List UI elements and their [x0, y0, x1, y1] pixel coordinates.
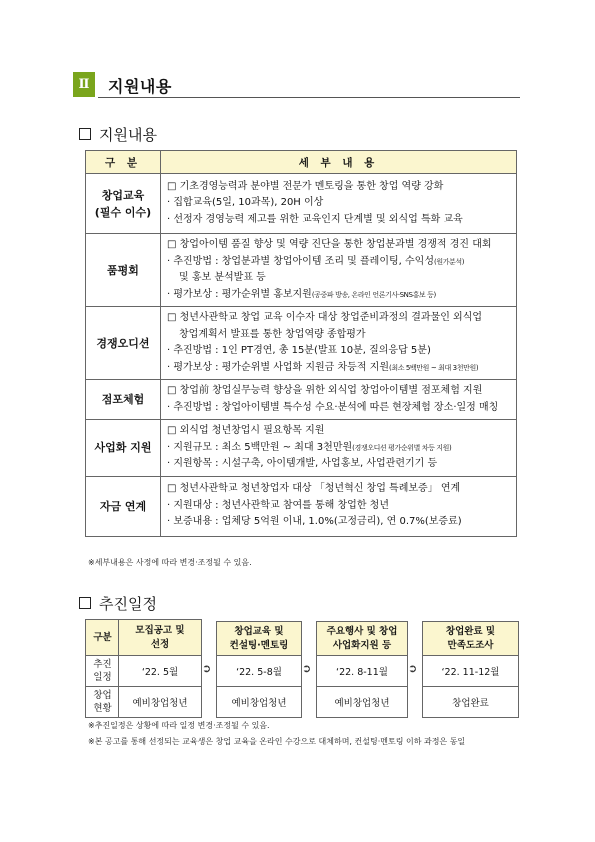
label-line: 추진 — [93, 659, 112, 670]
schedule-heading — [79, 593, 157, 614]
row-details — [161, 420, 517, 477]
section-number-badge: Ⅱ — [73, 72, 95, 97]
stage-header-line: 사업화지원 등 — [332, 639, 392, 651]
stage-date: ‘22. 5-8월 — [217, 656, 301, 687]
detail-line — [167, 195, 512, 212]
detail-line — [167, 237, 512, 254]
row-category — [86, 476, 161, 536]
detail-text: · 지원규모 : 최소 5백만원 ~ 최대 3천만원 — [167, 441, 353, 453]
stage-status: 예비창업청년 — [132, 698, 188, 709]
schedule-stage — [316, 621, 408, 718]
row-category — [86, 420, 161, 477]
stage-header — [317, 622, 407, 656]
detail-line — [167, 343, 512, 360]
detail-text: · 지원대상 : 청년사관학교 참여를 통해 창업한 청년 — [167, 499, 389, 511]
table-header-row — [86, 151, 517, 174]
schedule-stage — [422, 621, 519, 718]
detail-line — [167, 270, 512, 287]
detail-text: · 추진방법 : 창업분과별 창업아이템 조리 및 플레이팅, 수익성 — [167, 255, 434, 267]
detail-line — [167, 481, 512, 498]
category-line: 점포체험 — [101, 393, 145, 406]
category-line: 경쟁오디션 — [96, 336, 150, 350]
detail-line — [167, 287, 512, 304]
arrow-right-icon: ➲ — [202, 662, 212, 675]
support-heading-text: 지원내용 — [99, 126, 157, 144]
category-line: 품평회 — [107, 263, 139, 277]
schedule-label-date — [86, 656, 119, 687]
support-note: ※세부내용은 사정에 따라 변경·조정될 수 있음. — [88, 558, 252, 567]
schedule-note-2: ※본 공고를 통해 선정되는 교육생은 창업 교육을 온라인 수강으로 대체하며, 컨설팅·멘토링 이하 과정은 동일 — [88, 737, 466, 746]
support-heading — [79, 124, 157, 145]
schedule-heading-text: 추진일정 — [99, 595, 157, 613]
detail-small-text: (최소 5백만원 ~ 최대 3천만원) — [389, 363, 479, 372]
detail-line — [167, 310, 512, 327]
row-category — [86, 234, 161, 307]
stage-header-line: 창업완료 및 — [445, 625, 496, 637]
row-category — [86, 307, 161, 380]
detail-small-text: (원가분석) — [434, 257, 465, 266]
arrow-right-icon: ➲ — [302, 662, 312, 675]
stage-header-line: 모집공고 및 — [135, 624, 185, 636]
detail-line — [167, 498, 512, 515]
detail-text: · 선정자 경영능력 제고를 위한 교육인지 단계별 및 외식업 특화 교육 — [167, 213, 463, 225]
section-title: 지원내용 — [108, 77, 172, 96]
row-details — [161, 307, 517, 380]
table-row — [86, 476, 517, 536]
stage-status: 창업완료 — [452, 698, 489, 709]
label-line: 일정 — [93, 672, 112, 683]
schedule-note-1: ※추진일정은 상황에 따라 일정 변경·조정될 수 있음. — [88, 721, 270, 730]
category-line: 자금 연계 — [99, 499, 147, 513]
row-details — [161, 234, 517, 307]
detail-text: · 보증내용 : 업체당 5억원 이내, 1.0%(고정금리), 연 0.7%(보증료) — [167, 516, 462, 528]
stage-header-line: 주요행사 및 창업 — [326, 625, 398, 637]
stage-status: 예비창업청년 — [334, 698, 390, 709]
detail-line — [167, 400, 512, 417]
table-row — [86, 174, 517, 234]
label-line: 현황 — [93, 703, 112, 714]
stage-status: 예비창업청년 — [231, 698, 287, 709]
row-details — [161, 476, 517, 536]
detail-line — [167, 383, 512, 400]
stage-date: ‘22. 11-12월 — [423, 656, 518, 687]
detail-text: 및 홍보 분석발표 등 — [179, 272, 266, 283]
header-category: 구 분 — [86, 151, 161, 174]
arrow-right-icon: ➲ — [408, 662, 418, 675]
row-details — [161, 380, 517, 420]
detail-line — [167, 179, 512, 196]
stage-date: ‘22. 5월 — [119, 656, 201, 687]
checkbox-square-icon — [79, 128, 91, 140]
schedule-stage — [216, 621, 302, 718]
detail-line — [167, 440, 512, 457]
section-header — [73, 72, 520, 99]
detail-text: □ 청년사관학교 청년창업자 대상 「청년혁신 창업 특례보증」 연계 — [167, 483, 461, 495]
stage-header — [119, 620, 201, 656]
detail-text: □ 외식업 청년창업시 필요항목 지원 — [167, 425, 325, 436]
detail-text: □ 청년사관학교 창업 교육 이수자 대상 창업준비과정의 결과물인 외식업 — [167, 312, 483, 323]
table-row — [86, 234, 517, 307]
checkbox-square-icon — [79, 597, 91, 609]
detail-text: 창업계획서 발표를 통한 창업역량 종합평가 — [179, 328, 366, 340]
stage-header — [217, 622, 301, 656]
detail-text: · 추진방법 : 창업아이템별 특수성 수요·분석에 따른 현장체험 장소·일정 매칭 — [167, 401, 499, 413]
stage-header-line: 만족도조사 — [447, 639, 494, 651]
row-category — [86, 174, 161, 234]
detail-small-text: (경쟁오디션 평가순위별 차등 지원) — [352, 443, 452, 452]
category-line: 사업화 지원 — [94, 441, 152, 455]
detail-line — [167, 212, 512, 229]
section-divider — [98, 97, 520, 98]
detail-text: · 평가보상 : 평가순위별 홍보지원 — [167, 288, 312, 300]
detail-line — [167, 423, 512, 440]
schedule-label-status — [86, 687, 119, 717]
category-line: (필수 이수) — [94, 205, 152, 219]
detail-line — [167, 514, 512, 531]
detail-small-text: (공중파 방송, 온라인 언론기사·SNS홍보 등) — [311, 290, 436, 299]
schedule-label-header: 구분 — [86, 620, 119, 656]
detail-text: □ 창업아이템 품질 향상 및 역량 진단을 통한 창업분과별 경쟁적 경진 대회 — [167, 239, 492, 250]
row-category — [86, 380, 161, 420]
table-row — [86, 380, 517, 420]
detail-text: · 지원항목 : 시설구축, 아이템개발, 사업홍보, 사업관련기기 등 — [167, 458, 438, 469]
detail-text: · 평가보상 : 평가순위별 사업화 지원금 차등적 지원 — [167, 361, 389, 373]
category-line: 창업교육 — [101, 188, 145, 202]
stage-header-line: 창업교육 및 — [234, 625, 284, 637]
schedule-stage — [118, 619, 202, 718]
stage-header — [423, 622, 518, 656]
detail-line — [167, 360, 512, 377]
support-table — [85, 150, 517, 537]
table-row — [86, 307, 517, 380]
table-row — [86, 420, 517, 477]
schedule-row-labels — [85, 619, 120, 718]
stage-header-line: 선정 — [150, 638, 170, 650]
label-line: 창업 — [93, 690, 112, 701]
stage-header-line: 컨설팅·멘토링 — [229, 639, 289, 651]
stage-date: ‘22. 8-11월 — [317, 656, 407, 687]
detail-line — [167, 327, 512, 344]
detail-text: · 집합교육(5일, 10과목), 20H 이상 — [167, 197, 324, 209]
detail-text: · 추진방법 : 1인 PT경연, 총 15분(발표 10분, 질의응답 5분) — [167, 345, 431, 356]
header-details: 세 부 내 용 — [161, 151, 517, 174]
detail-text: □ 창업前 창업실무능력 향상을 위한 외식업 창업아이템별 점포체험 지원 — [167, 385, 483, 396]
row-details — [161, 174, 517, 234]
detail-line — [167, 254, 512, 271]
detail-text: □ 기초경영능력과 분야별 전문가 멘토링을 통한 창업 역량 강화 — [167, 180, 444, 192]
detail-line — [167, 456, 512, 473]
